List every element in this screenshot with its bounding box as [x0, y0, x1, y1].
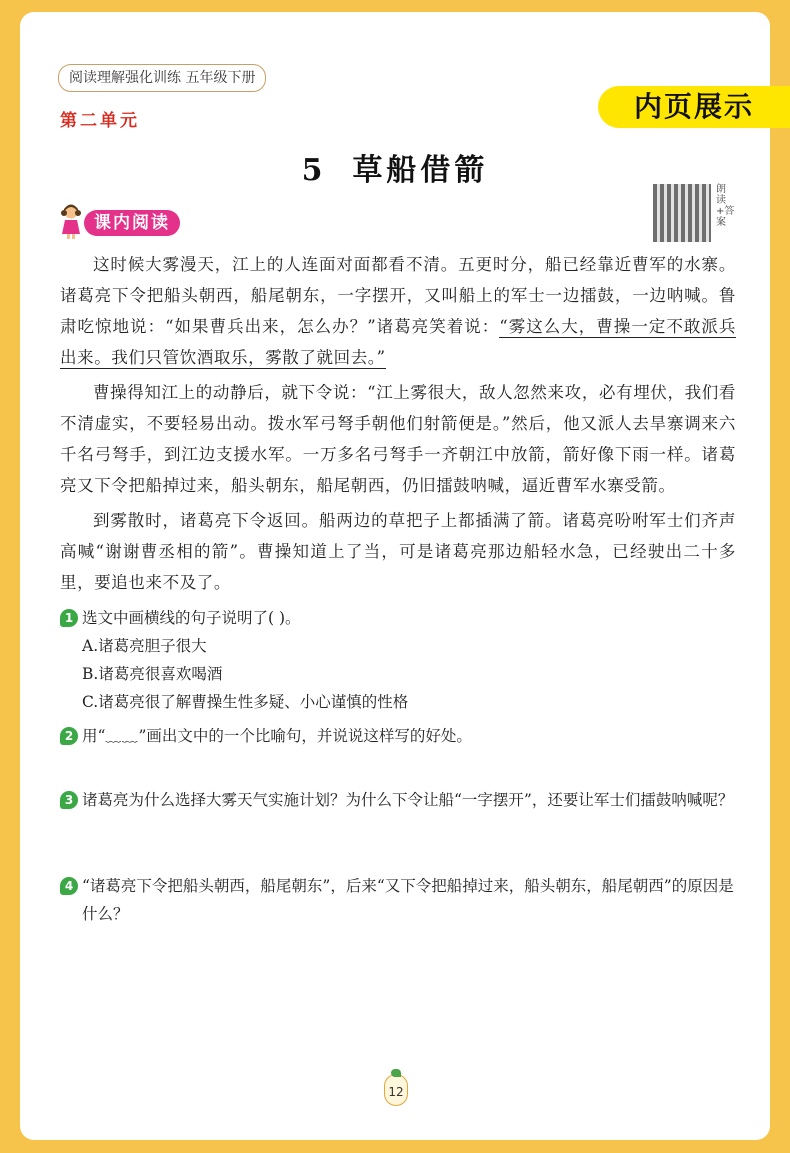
question-1: [60, 604, 736, 632]
wavy-line-mark: ﹏﹏: [105, 727, 139, 745]
question-number-badge: 4: [60, 877, 78, 895]
girl-icon: [60, 204, 82, 240]
question-text: 选文中画横线的句子说明了( )。: [82, 609, 301, 627]
option-b: B.诸葛亮很喜欢喝酒: [82, 665, 223, 683]
section-label: 课内阅读: [84, 210, 180, 236]
paragraph: [60, 249, 736, 373]
paragraph: 曹操得知江上的动静后，就下令说：“江上雾很大，敌人忽然来攻，必有埋伏，我们看不清虚实，不要轻易出动。拨水军弓弩手朝他们射箭便是。”然后，他又派人去旱寨调来六千名弓弩手，到江边支援水军。一万多名弓弩手一齐朝江中放箭，箭好像下雨一样。诸葛亮又下令把船掉过来，船头朝东，船尾朝西，仍旧擂鼓呐喊，逼近曹军水寨受箭。: [60, 383, 736, 495]
paragraph-text: 这时候大雾漫天，江上的人连面对面都看不清。五更时分，船已经靠近曹军的水寨。诸葛亮下令把船头朝西，船尾朝东，一字摆开，又叫船上的军士一边擂鼓，一边呐喊。鲁肃吃惊地说：“如果曹兵出来，怎么办？”诸葛亮笑着说：: [60, 255, 736, 336]
qr-label: 朗读+答案: [716, 184, 735, 228]
question-text: “诸葛亮下令把船头朝西，船尾朝东”，后来“又下令把船掉过来，船头朝东，船尾朝西”的原因是什么？: [82, 877, 734, 923]
lesson-title: [0, 145, 790, 189]
question-number-badge: 2: [60, 727, 78, 745]
lesson-title-text: 草船借箭: [352, 153, 489, 188]
book-tag: 阅读理解强化训练 五年级下册: [58, 64, 266, 92]
qr-code-icon[interactable]: [653, 184, 711, 242]
question-list: [60, 604, 736, 928]
option-a: A.诸葛亮胆子很大: [82, 637, 207, 655]
underlined-sentence: “雾这么大，曹操一定不敢派兵出来。我们只管饮酒取乐，雾散了就回去。”: [60, 317, 736, 367]
question-4: [60, 872, 736, 928]
question-text: 诸葛亮为什么选择大雾天气实施计划？为什么下令让船“一字摆开”，还要让军士们擂鼓呐喊呢？: [82, 791, 734, 809]
unit-label: 第二单元: [60, 111, 140, 131]
question-number-badge: 1: [60, 609, 78, 627]
leaf-icon: [391, 1069, 401, 1077]
paragraph: 到雾散时，诸葛亮下令返回。船两边的草把子上都插满了箭。诸葛亮吩咐军士们齐声高喊“谢谢曹丞相的箭”。曹操知道上了当，可是诸葛亮那边船轻水急，已经驶出二十多里，要追也来不及了。: [60, 511, 736, 592]
inner-page-badge: 内页展示: [598, 86, 790, 128]
page-number-text: 12: [388, 1085, 404, 1099]
question-text-post: ”画出文中的一个比喻句，并说说这样写的好处。: [138, 727, 472, 745]
question-2: [60, 722, 736, 750]
page-number: [384, 1074, 408, 1106]
lesson-number: 5: [301, 153, 327, 188]
question-number-badge: 3: [60, 791, 78, 809]
option-c: C.诸葛亮很了解曹操生性多疑、小心谨慎的性格: [82, 693, 409, 711]
reading-passage: [60, 249, 736, 602]
question-text-pre: 用“: [82, 727, 106, 745]
question-3: [60, 786, 736, 814]
